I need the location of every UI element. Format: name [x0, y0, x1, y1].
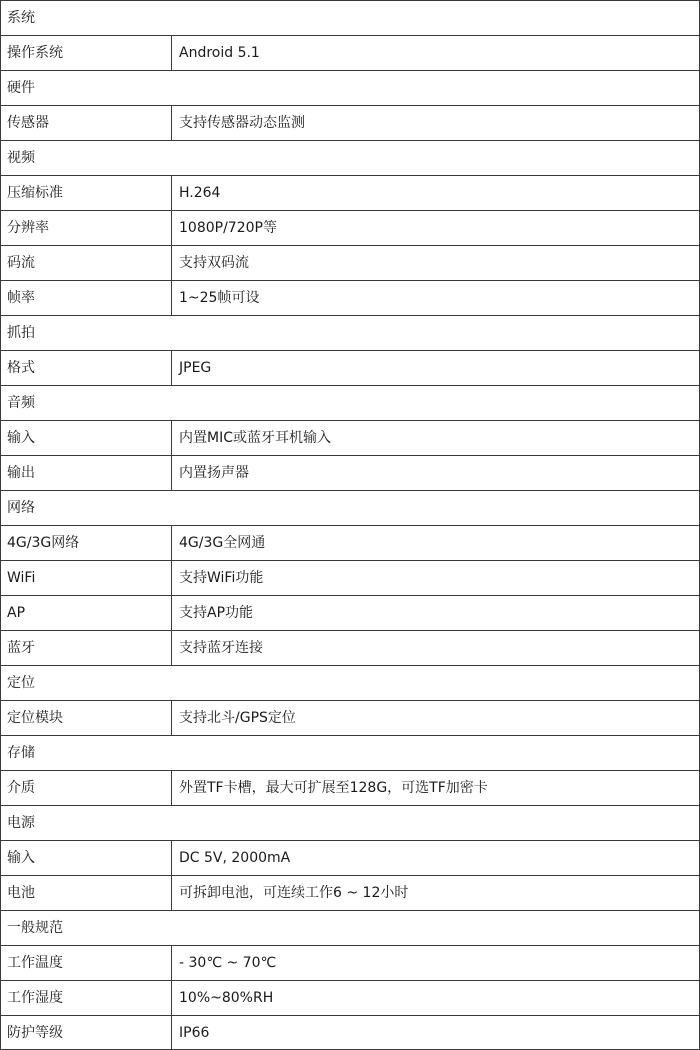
section-title: 抓拍	[1, 316, 700, 351]
spec-value: - 30℃ ~ 70℃	[172, 946, 700, 981]
spec-label: 码流	[1, 246, 172, 281]
spec-value: 1~25帧可设	[172, 281, 700, 316]
section-header-row	[1, 1, 700, 36]
spec-value: 支持AP功能	[172, 596, 700, 631]
spec-row	[1, 526, 700, 561]
spec-label: 防护等级	[1, 1016, 172, 1050]
section-title: 存储	[1, 736, 700, 771]
spec-label: 帧率	[1, 281, 172, 316]
section-header-row	[1, 316, 700, 351]
spec-row	[1, 841, 700, 876]
spec-value: IP66	[172, 1016, 700, 1050]
spec-label: 电池	[1, 876, 172, 911]
spec-value: 10%~80%RH	[172, 981, 700, 1016]
section-header-row	[1, 666, 700, 701]
spec-row	[1, 561, 700, 596]
section-header-row	[1, 911, 700, 946]
section-header-row	[1, 141, 700, 176]
spec-row	[1, 351, 700, 386]
spec-value: 内置扬声器	[172, 456, 700, 491]
spec-row	[1, 771, 700, 806]
spec-label: 介质	[1, 771, 172, 806]
spec-value: 支持WiFi功能	[172, 561, 700, 596]
spec-label: 蓝牙	[1, 631, 172, 666]
spec-label: 工作温度	[1, 946, 172, 981]
section-title: 系统	[1, 1, 700, 36]
spec-label: 定位模块	[1, 701, 172, 736]
spec-value: 4G/3G全网通	[172, 526, 700, 561]
section-title: 定位	[1, 666, 700, 701]
spec-label: 操作系统	[1, 36, 172, 71]
spec-value: 支持双码流	[172, 246, 700, 281]
spec-value: 1080P/720P等	[172, 211, 700, 246]
spec-row	[1, 631, 700, 666]
spec-label: 输出	[1, 456, 172, 491]
spec-label: 4G/3G网络	[1, 526, 172, 561]
spec-value: 支持传感器动态监测	[172, 106, 700, 141]
spec-label: 分辨率	[1, 211, 172, 246]
spec-label: WiFi	[1, 561, 172, 596]
spec-row	[1, 456, 700, 491]
spec-row	[1, 36, 700, 71]
spec-value: 内置MIC或蓝牙耳机输入	[172, 421, 700, 456]
spec-label: 输入	[1, 421, 172, 456]
spec-label: 传感器	[1, 106, 172, 141]
spec-value: H.264	[172, 176, 700, 211]
spec-row	[1, 176, 700, 211]
spec-row	[1, 106, 700, 141]
spec-label: AP	[1, 596, 172, 631]
section-header-row	[1, 806, 700, 841]
section-title: 电源	[1, 806, 700, 841]
spec-value: Android 5.1	[172, 36, 700, 71]
spec-label: 工作湿度	[1, 981, 172, 1016]
spec-value: DC 5V, 2000mA	[172, 841, 700, 876]
spec-label: 压缩标准	[1, 176, 172, 211]
spec-row	[1, 946, 700, 981]
spec-row	[1, 596, 700, 631]
spec-row	[1, 1016, 700, 1050]
section-header-row	[1, 736, 700, 771]
section-title: 网络	[1, 491, 700, 526]
spec-row	[1, 876, 700, 911]
section-header-row	[1, 491, 700, 526]
section-title: 硬件	[1, 71, 700, 106]
spec-value: 支持蓝牙连接	[172, 631, 700, 666]
spec-value: 可拆卸电池，可连续工作6 ~ 12小时	[172, 876, 700, 911]
section-header-row	[1, 71, 700, 106]
spec-row	[1, 701, 700, 736]
spec-value: JPEG	[172, 351, 700, 386]
section-title: 音频	[1, 386, 700, 421]
spec-row	[1, 281, 700, 316]
spec-row	[1, 981, 700, 1016]
spec-value: 支持北斗/GPS定位	[172, 701, 700, 736]
section-title: 一般规范	[1, 911, 700, 946]
spec-row	[1, 211, 700, 246]
spec-row	[1, 421, 700, 456]
section-header-row	[1, 386, 700, 421]
spec-value: 外置TF卡槽，最大可扩展至128G，可选TF加密卡	[172, 771, 700, 806]
spec-row	[1, 246, 700, 281]
spec-label: 输入	[1, 841, 172, 876]
spec-label: 格式	[1, 351, 172, 386]
section-title: 视频	[1, 141, 700, 176]
